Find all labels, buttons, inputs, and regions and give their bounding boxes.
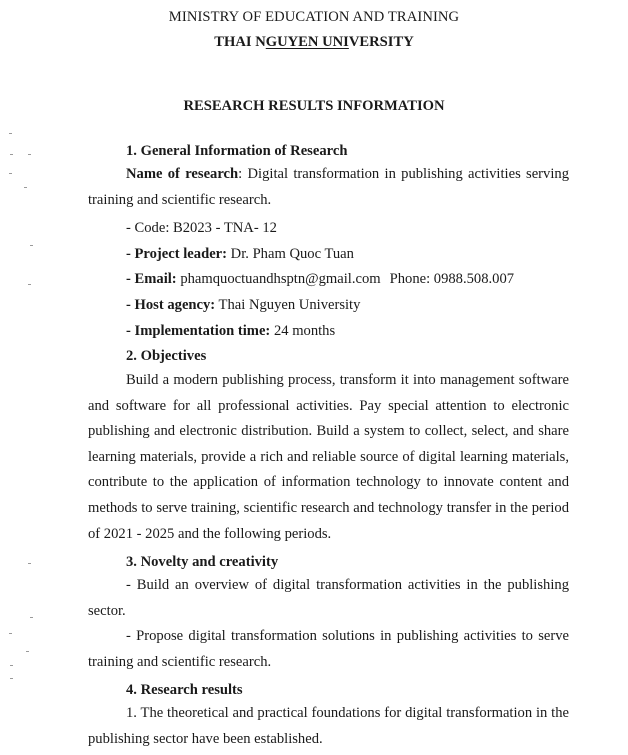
host-label: - Host agency: <box>126 297 216 313</box>
research-name-label: Name of research <box>126 166 239 182</box>
results-item-1 <box>88 701 569 752</box>
university-part-underlined: GUYEN UNI <box>265 34 349 50</box>
scan-speck <box>9 633 12 634</box>
novelty-item-2 <box>88 624 569 675</box>
implementation-time <box>126 322 335 340</box>
novelty-item-2-text: - Propose digital transformation solutions in publishing activities to serve training and scientific research. <box>88 628 569 670</box>
scan-speck <box>28 154 31 155</box>
scan-speck <box>26 651 29 652</box>
novelty-item-1-text: - Build an overview of digital transformation activities in the publishing sector. <box>88 577 569 619</box>
research-code: - Code: B2023 - TNA- 12 <box>126 220 277 236</box>
university-part-3: VERSITY <box>348 34 414 50</box>
phone-value: Phone: 0988.508.007 <box>389 271 515 287</box>
leader-value: Dr. Pham Quoc Tuan <box>227 246 354 262</box>
project-leader <box>126 245 354 263</box>
document-title: RESEARCH RESULTS INFORMATION <box>183 98 445 114</box>
email-line <box>126 270 514 288</box>
scan-speck <box>24 187 27 188</box>
section4-heading: 4. Research results <box>126 682 243 698</box>
novelty-item-1 <box>88 573 569 624</box>
objectives-paragraph <box>88 368 569 547</box>
research-name-value-2: training and scientific research. <box>88 191 272 208</box>
email-label: - Email: <box>126 271 177 287</box>
time-label: - Implementation time: <box>126 323 271 339</box>
university-header <box>0 33 628 51</box>
leader-label: - Project leader: <box>126 246 228 262</box>
time-value: 24 months <box>270 323 336 339</box>
section1-heading: 1. General Information of Research <box>126 143 348 159</box>
scan-speck <box>30 617 33 618</box>
research-name-value-1: : Digital transformation in publishing activities serving <box>238 166 569 182</box>
host-value: Thai Nguyen University <box>215 297 361 313</box>
scan-speck <box>30 245 33 246</box>
section3-heading: 3. Novelty and creativity <box>126 554 279 570</box>
scan-speck <box>10 678 13 679</box>
objectives-text: Build a modern publishing process, transform it into management software and software for all professional activities. Pay special attention to electronic publishing and electronic distribution. Build a system to collect, select, and share learning materials, provide a rich and reliable source of digital learning materials, contribute to the application of information technology to innovate content and methods to serve training, scientific research and technology transfer in the period of 2021 - 2025 and the following periods. <box>88 372 569 542</box>
scan-speck <box>9 173 12 174</box>
scan-speck <box>10 665 13 666</box>
research-name-paragraph <box>88 162 569 213</box>
scan-speck <box>10 154 13 155</box>
scan-speck <box>28 284 31 285</box>
results-item-1-text: 1. The theoretical and practical foundations for digital transformation in the publishing sector have been established. <box>88 705 569 747</box>
email-value: phamquoctuandhsptn@gmail.com <box>176 271 381 287</box>
section2-heading: 2. Objectives <box>126 348 207 364</box>
scan-speck <box>9 133 12 134</box>
university-part-1: THAI N <box>214 34 266 50</box>
ministry-header: MINISTRY OF EDUCATION AND TRAINING <box>168 9 460 25</box>
host-agency <box>126 296 360 314</box>
scan-speck <box>28 563 31 564</box>
